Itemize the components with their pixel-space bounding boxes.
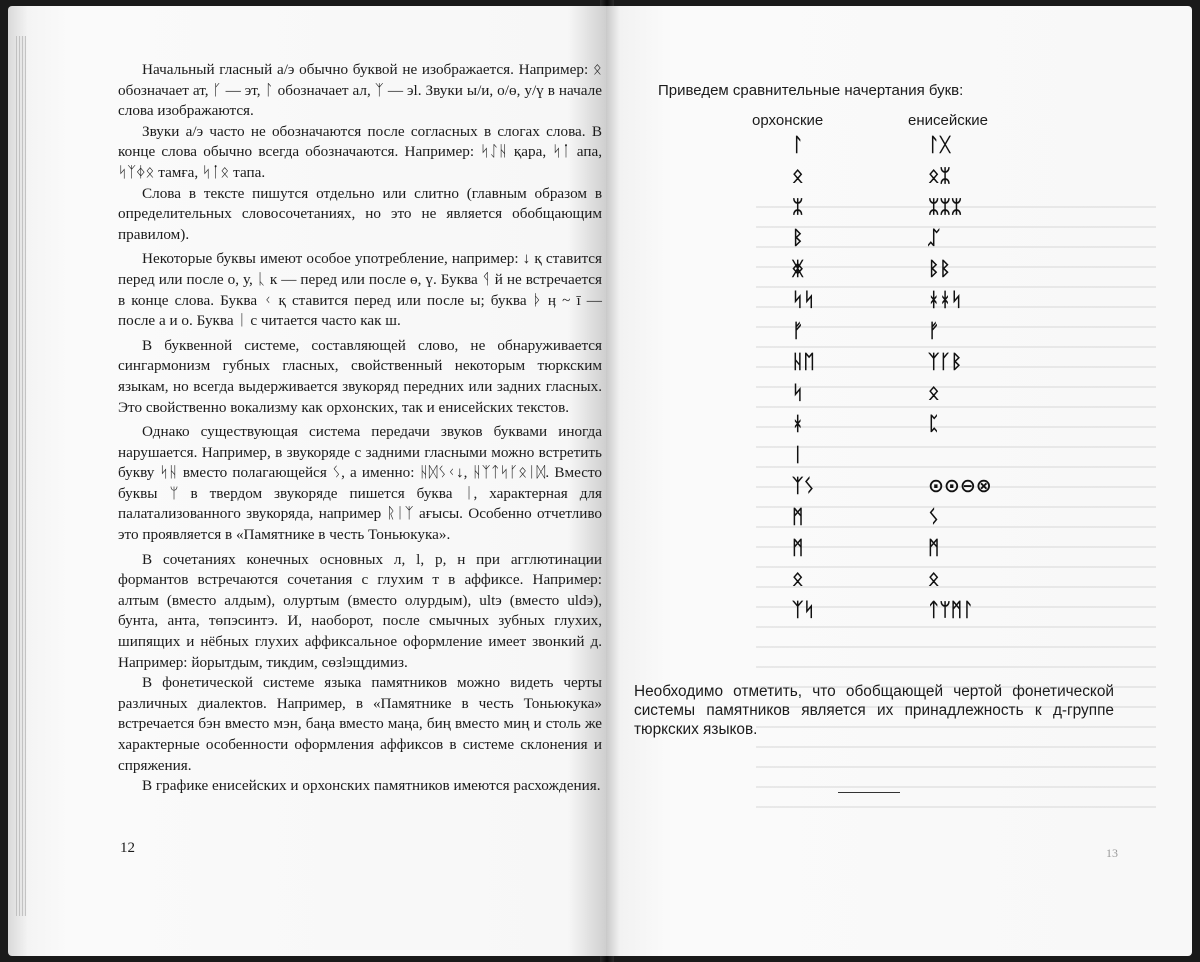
orkhon-glyph-16: ᛉᛋ	[792, 599, 815, 621]
yenisei-glyph-8: ᛉᚴᛒ	[928, 351, 963, 373]
yenisei-glyph-9: ᛟ	[928, 382, 940, 404]
orkhon-glyph-11: ᛁ	[792, 444, 804, 466]
yenisei-glyph-3: ᛯᛯᛯ	[928, 196, 963, 218]
yenisei-glyph-14: ᛗ	[928, 537, 940, 559]
orkhon-glyph-3: ᛯ	[792, 196, 804, 218]
yenisei-glyph-1: ᛚᚷ	[928, 134, 951, 156]
yenisei-glyph-2: ᛟᛯ	[928, 165, 951, 187]
conclusion-text: Необходимо отметить, что обобщающей чертой фонетической системы памятников является их принадлежность к д-группе тюркских языков.	[634, 683, 1114, 738]
closing-rule	[838, 792, 900, 793]
paragraph-8: В фонетической системе языка памятников можно видеть черты различных диалектов. Например, в «Памятнике в честь Тоньюкука» встречается бэн вместо мэн, баңа вместо маңа, биң вместо миң и столь же характерные особенности оформления аффиксов в системе склонения и спряжения.	[118, 674, 602, 774]
orkhon-glyph-13: ᛗ	[792, 506, 804, 528]
yenisei-glyph-15: ᛟ	[928, 568, 940, 590]
orkhon-glyph-4: ᛒ	[792, 227, 804, 249]
left-page	[8, 6, 606, 956]
paragraph-2: Звуки а/э часто не обозначаются после согласных в слогах слова. В конце слова обычно всегда обозначаются. Например: ᛋᛇᚺ қара, ᛋᛙ апа, ᛋᛉᛄᛟ тамға, ᛋᛙᛟ тапа.	[118, 122, 602, 181]
orkhon-glyph-5: ᛤ	[792, 258, 804, 280]
orkhon-glyph-column	[792, 130, 815, 626]
orkhon-glyph-9: ᛋ	[792, 382, 804, 404]
orkhon-glyph-12: ᛉᛊ	[792, 475, 815, 497]
yenisei-glyph-4: ᛢ	[928, 227, 940, 249]
yenisei-glyph-5: ᛒᛒ	[928, 258, 951, 280]
orkhon-glyph-8: ᚺᛖ	[792, 351, 815, 373]
paragraph-6: Однако существующая система передачи звуков буквами иногда нарушается. Например, в звукоряде с задними гласными можно встретить букву ᛋᚺ вместо полагающейся ᛊ, а именно: ᚺᛞᛊᚲ↓, ᚺᛉᛏᛋᚴᛟᛁᛞ. Вместо буквы ᛘ в твердом звукоряде пишется буква ᛁ, характерная для палатализованного звукоряда, например ᚱᛁᛉ ағысы. Особенно отчетливо это проявляется в «Памятнике в честь Тоньюкука».	[118, 423, 602, 544]
yenisei-glyph-16: ᛏᛘᛗᛚ	[928, 599, 974, 621]
orkhon-glyph-1: ᛚ	[792, 134, 804, 156]
yenisei-glyph-11	[928, 440, 992, 471]
paragraph-5: В буквенной системе, составляющей слово, не обнаруживается сингармонизм губных гласных, свойственный некоторым тюркским языкам, но всегда выдерживается звукоряд передних или задних гласных. Это свойственно вокализму как орхонских, так и енисейских текстов.	[118, 336, 602, 416]
yenisei-glyph-column	[928, 130, 992, 626]
comparison-title: Приведем сравнительные начертания букв:	[658, 82, 964, 99]
page-number-left: 12	[120, 840, 135, 856]
yenisei-glyph-13: ᛊ	[928, 506, 940, 528]
yenisei-glyph-12: ⊙⊙⊖⊗	[928, 475, 992, 497]
orkhon-glyph-10: ᚼ	[792, 413, 804, 435]
orkhon-glyph-2: ᛟ	[792, 165, 804, 187]
right-page	[606, 6, 1192, 956]
paragraph-4: Некоторые буквы имеют особое употребление, например: ↓ қ ставится перед или после о, у, ᚳ к — перед или после ө, ү. Буква ᛩ й не встречается в конце слова. Буква ᚲ қ ставится перед или после ы; буква ᚦ ӊ ~ ī — после а и о. Буква ᛁ с читается часто как ш.	[118, 250, 602, 330]
yenisei-glyph-7: ᚠ	[928, 320, 940, 342]
paragraph-9: В графике енисейских и орхонских памятников имеются расхождения.	[142, 777, 601, 795]
page-number-right: 13	[1106, 846, 1118, 860]
orkhon-glyph-7: ᚠ	[792, 320, 804, 342]
yenisei-glyph-6: ᚼᚼᛋ	[928, 289, 963, 311]
orkhon-glyph-6: ᛋᛋ	[792, 289, 815, 311]
left-page-text	[118, 60, 602, 797]
paragraph-7: В сочетаниях конечных основных л, l, р, н при агглютинации формантов встречаются сочетания с глухим т в аффиксе. Например: алтым (вместо алдым), олуртым (вместо олурдым), ultэ (вместо uldэ), бунта, анта, төпэсинтэ. И, наоборот, после смычных зубных глухих, шипящих и нёбных глухих аффиксальное оформление имеет звонкий д. Например: йорытдым, тикдим, сөзlэщдимиз.	[118, 550, 602, 671]
column-header-yenisei: енисейские	[908, 112, 989, 129]
orkhon-glyph-14: ᛗ	[792, 537, 804, 559]
yenisei-glyph-10: ᛈ	[928, 413, 940, 435]
paragraph-3: Слова в тексте пишутся отдельно или слитно (главным образом в определительных словосочетаниях, но это не является обобщающим правилом).	[118, 184, 602, 243]
orkhon-glyph-15: ᛟ	[792, 568, 804, 590]
page-edges	[16, 36, 26, 916]
column-header-orkhon: орхонские	[752, 112, 824, 129]
paragraph-1: Начальный гласный а/э обычно буквой не изображается. Например: ᛟ обозначает ат, ᚴ — эт, ᛚ обозначает ал, ᛉ — эl. Звуки ы/и, о/ө, у/ү в начале слова изображаются.	[118, 61, 602, 120]
